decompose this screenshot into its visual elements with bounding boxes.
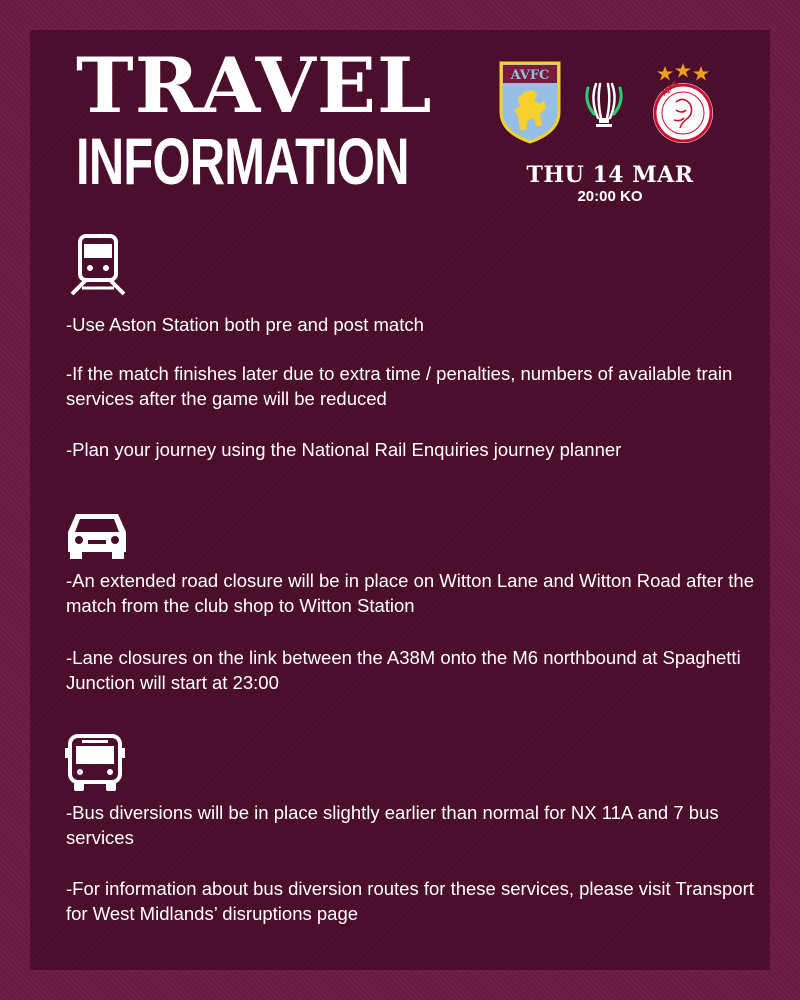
page-title-line1: TRAVEL: [76, 41, 433, 130]
match-date: THU 14 MAR: [526, 162, 694, 188]
car-info-2: -Lane closures on the link between the A38M onto the M6 northbound at Spaghetti Junction will start at 23:00: [66, 647, 741, 693]
train-icon: [66, 232, 130, 296]
train-info-2: -If the match finishes later due to extra time / penalties, numbers of available train services after the game will be reduced: [66, 363, 733, 409]
bus-icon: [64, 732, 126, 794]
car-info-1: -An extended road closure will be in place on Witton Lane and Witton Road after the match from the club shop to Witton Station: [66, 570, 754, 616]
ajax-crest-text: AJAX: [660, 79, 680, 98]
aston-villa-crest-icon: [498, 60, 562, 144]
bus-info-1: -Bus diversions will be in place slightly earlier than normal for NX 11A and 7 bus services: [66, 802, 719, 848]
train-info-3: -Plan your journey using the National Rail Enquiries journey planner: [66, 439, 622, 460]
car-icon: [64, 508, 130, 560]
train-info-1: -Use Aston Station both pre and post match: [66, 314, 424, 335]
kickoff-time: 20:00 KO: [577, 188, 643, 205]
conference-league-trophy-icon: [580, 78, 628, 130]
crest-text: AVFC: [510, 68, 550, 83]
bus-info-2: -For information about bus diversion routes for these services, please visit Transport for West Midlands’ disruptions page: [66, 878, 754, 924]
page-title-line2: INFORMATION: [76, 124, 409, 198]
ajax-crest-icon: [646, 62, 720, 146]
